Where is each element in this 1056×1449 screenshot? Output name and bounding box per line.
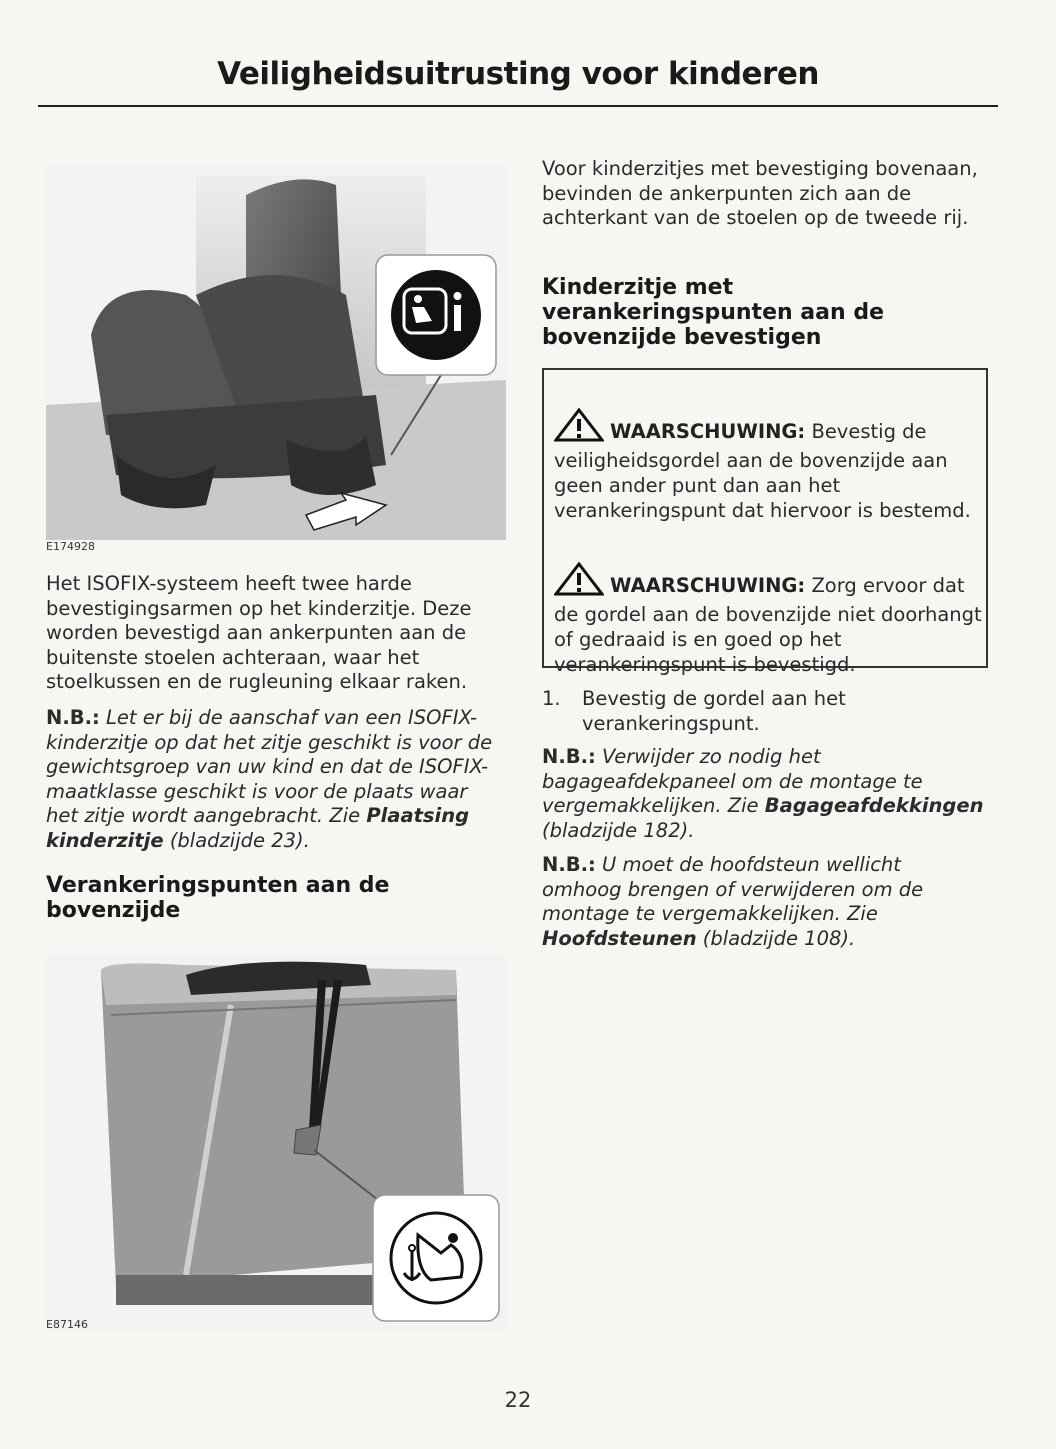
page-title: Veiligheidsuitrusting voor kinderen (217, 56, 819, 92)
page-reference: (bladzijde 23). (169, 828, 310, 852)
step-number: 1. (542, 687, 561, 710)
warning-box (542, 368, 988, 676)
warning-text: Bevestig de veiligheidsgordel aan de bovenzijde aan geen ander punt dan aan het verankeringspunt dat hiervoor is bestemd. (554, 420, 971, 522)
note-cargo-cover (542, 745, 997, 843)
page-reference: (bladzijde 182). (542, 818, 695, 842)
warning-keyword: WAARSCHUWING: (610, 574, 806, 597)
tether-anchor-figure (46, 955, 506, 1330)
title-divider (38, 105, 998, 107)
warning-text: Zorg ervoor dat de gordel aan de bovenzijde niet doorhangt of gedraaid is en goed op het verankeringspunt is bevestigd. (554, 574, 982, 676)
isofix-description: Het ISOFIX-systeem heeft twee harde bevestigingsarmen op het kinderzitje. Deze worden bevestigd aan ankerpunten aan de buitenste stoelen achteraan, waar het stoelkussen en de rugleuning elkaar raken. (46, 572, 472, 693)
warning-item (554, 408, 984, 523)
figure-code: E174928 (46, 540, 95, 553)
step-text: Bevestig de gordel aan het verankeringspunt. (582, 687, 846, 735)
note-label: N.B.: (542, 745, 596, 768)
note-text: Let er bij de aanschaf van een ISOFIX-kinderzitje op dat het zitje geschikt is voor de gewichtsgroep van uw kind en dat de ISOFIX-maatklasse geschikt is voor de plaats waar het zitje wordt aangebracht. Zie (46, 706, 493, 827)
warning-triangle-icon (554, 562, 604, 602)
note-isofix (46, 706, 501, 853)
step-item (542, 687, 1002, 737)
note-label: N.B.: (542, 853, 596, 876)
page-number: 22 (504, 1388, 532, 1412)
warning-keyword: WAARSCHUWING: (610, 420, 806, 443)
page-reference: (bladzijde 108). (702, 926, 856, 950)
note-head-restraint (542, 853, 982, 951)
figure-code: E87146 (46, 1318, 88, 1331)
cross-reference-link[interactable]: Plaatsing kinderzitje (46, 804, 470, 852)
note-text: U moet de hoofdsteun wellicht omhoog brengen of verwijderen om de montage te vergemakkelijken. Zie (542, 853, 924, 925)
warning-item (554, 562, 984, 677)
note-label: N.B.: (46, 706, 100, 729)
cross-reference-link[interactable]: Bagageafdekkingen (764, 794, 984, 817)
isofix-seat-figure (46, 165, 506, 540)
section-heading-attach-seat: Kinderzitje met verankeringspunten aan de bovenzijde bevestigen (542, 275, 884, 350)
note-text: Verwijder zo nodig het bagageafdekpaneel om de montage te vergemakkelijken. Zie (542, 745, 923, 817)
warning-triangle-icon (554, 408, 604, 448)
anchor-child-seat-icon (391, 1213, 481, 1303)
cross-reference-link[interactable]: Hoofdsteunen (542, 926, 697, 950)
isofix-info-icon (391, 270, 481, 360)
top-tether-intro: Voor kinderzitjes met bevestiging bovenaan, bevinden de ankerpunten zich aan de achterkant van de stoelen op de tweede rij. (542, 157, 978, 229)
section-heading-top-anchors: Verankeringspunten aan de bovenzijde (46, 873, 390, 923)
